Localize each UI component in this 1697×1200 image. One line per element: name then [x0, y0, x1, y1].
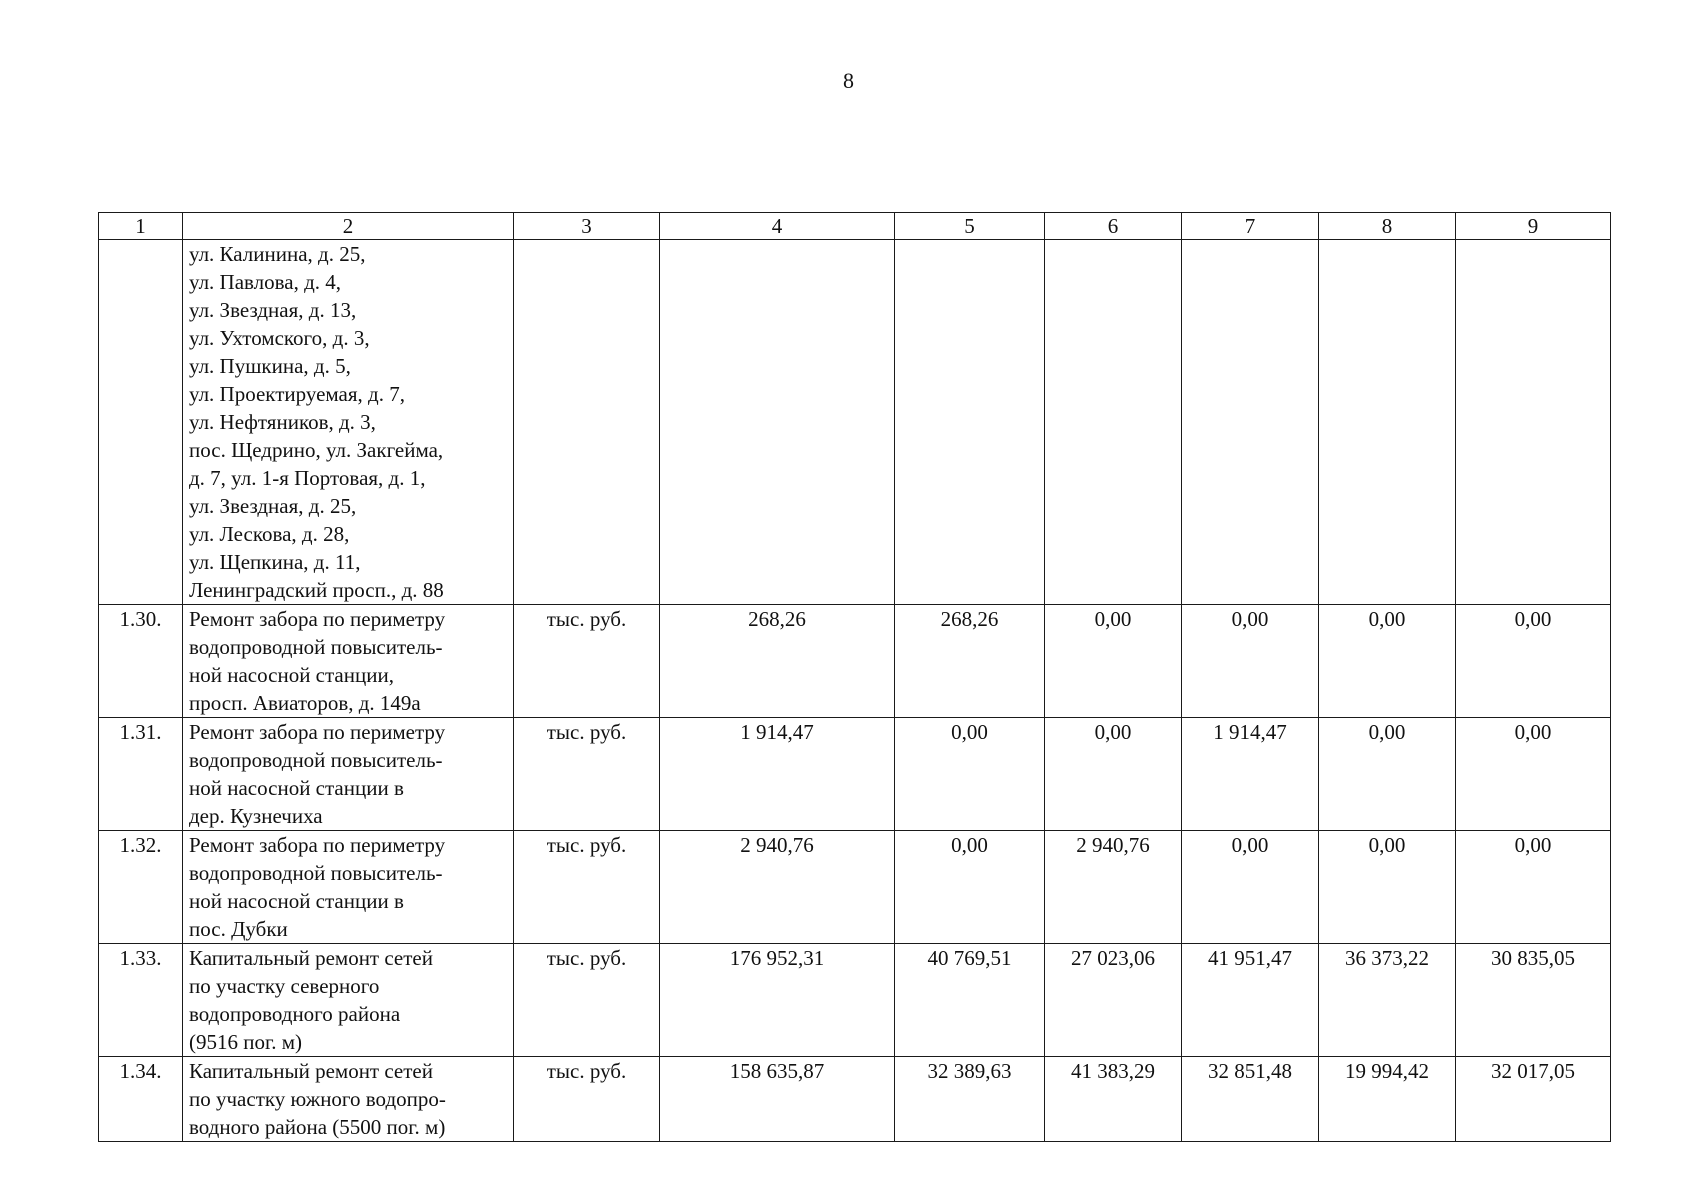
item-name-line: ной насосной станции в — [189, 889, 404, 913]
header-row — [99, 213, 1611, 240]
value-cell: 41 383,29 — [1045, 1057, 1182, 1142]
value-cell: 0,00 — [1182, 831, 1319, 944]
value-cell: 27 023,06 — [1045, 944, 1182, 1057]
value-cell: 0,00 — [1456, 605, 1611, 718]
value-cell: 158 635,87 — [660, 1057, 895, 1142]
address-line: ул. Калинина, д. 25, — [189, 242, 366, 266]
address-line: д. 7, ул. 1-я Портовая, д. 1, — [189, 466, 426, 490]
value-cell: 0,00 — [1319, 605, 1456, 718]
value-cell: 32 389,63 — [895, 1057, 1045, 1142]
item-name-line: ной насосной станции, — [189, 663, 394, 687]
value-cell: 2 940,76 — [660, 831, 895, 944]
unit-cell: тыс. руб. — [514, 1057, 660, 1142]
empty-cell — [1456, 240, 1611, 605]
table-row — [99, 831, 1611, 944]
value-cell: 0,00 — [1319, 831, 1456, 944]
item-name-line: водопроводной повыситель- — [189, 748, 443, 772]
value-cell: 268,26 — [895, 605, 1045, 718]
address-line: ул. Лескова, д. 28, — [189, 522, 350, 546]
item-name-line: водопроводной повыситель- — [189, 635, 443, 659]
value-cell: 0,00 — [895, 718, 1045, 831]
empty-cell — [514, 240, 660, 605]
value-cell: 1 914,47 — [660, 718, 895, 831]
table-row — [99, 1057, 1611, 1142]
header-cell: 6 — [1045, 213, 1182, 240]
address-line: ул. Ухтомского, д. 3, — [189, 326, 370, 350]
header-cell: 9 — [1456, 213, 1611, 240]
data-table — [98, 212, 1611, 1142]
item-name-line: Капитальный ремонт сетей — [189, 1059, 433, 1083]
value-cell: 40 769,51 — [895, 944, 1045, 1057]
address-line: ул. Щепкина, д. 11, — [189, 550, 361, 574]
item-name-line: Капитальный ремонт сетей — [189, 946, 433, 970]
item-name-cell — [183, 1057, 514, 1142]
address-line: пос. Щедрино, ул. Закгейма, — [189, 438, 444, 462]
item-name-cell — [183, 718, 514, 831]
value-cell: 0,00 — [1456, 831, 1611, 944]
table-row-continuation — [99, 240, 1611, 605]
address-line: ул. Звездная, д. 13, — [189, 298, 357, 322]
row-number-cell: 1.33. — [99, 944, 183, 1057]
value-cell: 32 017,05 — [1456, 1057, 1611, 1142]
value-cell: 0,00 — [1182, 605, 1319, 718]
unit-cell: тыс. руб. — [514, 605, 660, 718]
item-name-line: водопроводной повыситель- — [189, 861, 443, 885]
header-cell: 5 — [895, 213, 1045, 240]
empty-cell — [660, 240, 895, 605]
value-cell: 0,00 — [1045, 718, 1182, 831]
item-name-cell — [183, 605, 514, 718]
value-cell: 0,00 — [1045, 605, 1182, 718]
empty-cell — [1182, 240, 1319, 605]
value-cell: 0,00 — [1456, 718, 1611, 831]
item-name-line: пос. Дубки — [189, 917, 288, 941]
row-number-cell: 1.32. — [99, 831, 183, 944]
page-number: 8 — [843, 68, 854, 93]
header-cell: 8 — [1319, 213, 1456, 240]
row-number-cell: 1.31. — [99, 718, 183, 831]
value-cell: 19 994,42 — [1319, 1057, 1456, 1142]
value-cell: 1 914,47 — [1182, 718, 1319, 831]
table-row — [99, 718, 1611, 831]
row-number-cell — [99, 240, 183, 605]
row-number-cell: 1.30. — [99, 605, 183, 718]
item-name-line: по участку южного водопро- — [189, 1087, 446, 1111]
value-cell: 0,00 — [895, 831, 1045, 944]
header-cell: 4 — [660, 213, 895, 240]
value-cell: 36 373,22 — [1319, 944, 1456, 1057]
unit-cell: тыс. руб. — [514, 831, 660, 944]
header-cell: 1 — [99, 213, 183, 240]
item-name-line: (9516 пог. м) — [189, 1030, 303, 1054]
value-cell: 176 952,31 — [660, 944, 895, 1057]
unit-cell: тыс. руб. — [514, 944, 660, 1057]
table-row — [99, 605, 1611, 718]
empty-cell — [1045, 240, 1182, 605]
unit-cell: тыс. руб. — [514, 718, 660, 831]
item-name-line: ной насосной станции в — [189, 776, 404, 800]
value-cell: 2 940,76 — [1045, 831, 1182, 944]
empty-cell — [895, 240, 1045, 605]
item-name-line: Ремонт забора по периметру — [189, 833, 446, 857]
address-line: ул. Павлова, д. 4, — [189, 270, 342, 294]
value-cell: 41 951,47 — [1182, 944, 1319, 1057]
item-name-cell — [183, 944, 514, 1057]
value-cell: 30 835,05 — [1456, 944, 1611, 1057]
address-line: ул. Нефтяников, д. 3, — [189, 410, 376, 434]
table-row — [99, 944, 1611, 1057]
value-cell: 32 851,48 — [1182, 1057, 1319, 1142]
address-line: ул. Пушкина, д. 5, — [189, 354, 351, 378]
row-number-cell: 1.34. — [99, 1057, 183, 1142]
empty-cell — [1319, 240, 1456, 605]
item-name-cell — [183, 831, 514, 944]
item-name-line: водного района (5500 пог. м) — [189, 1115, 446, 1139]
header-cell: 7 — [1182, 213, 1319, 240]
address-line: ул. Звездная, д. 25, — [189, 494, 357, 518]
item-name-line: Ремонт забора по периметру — [189, 720, 446, 744]
item-name-line: дер. Кузнечиха — [189, 804, 323, 828]
item-name-line: Ремонт забора по периметру — [189, 607, 446, 631]
address-list-cell — [183, 240, 514, 605]
item-name-line: водопроводного района — [189, 1002, 401, 1026]
header-cell: 3 — [514, 213, 660, 240]
header-cell: 2 — [183, 213, 514, 240]
value-cell: 0,00 — [1319, 718, 1456, 831]
item-name-line: просп. Авиаторов, д. 149а — [189, 691, 421, 715]
address-line: ул. Проектируемая, д. 7, — [189, 382, 405, 406]
item-name-line: по участку северного — [189, 974, 380, 998]
value-cell: 268,26 — [660, 605, 895, 718]
address-line: Ленинградский просп., д. 88 — [189, 578, 444, 602]
